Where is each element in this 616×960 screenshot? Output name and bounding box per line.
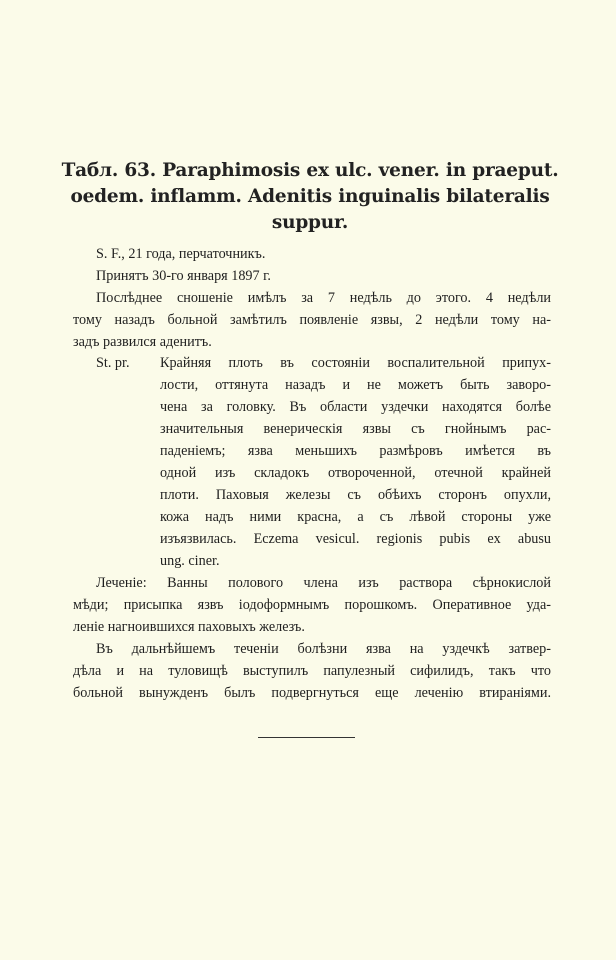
anamnesis-line: задъ развился аденитъ. [73, 334, 212, 350]
course-line: Въ дальнѣйшемъ теченіи болѣзни язва на уздечкѣ затвер- [96, 641, 551, 657]
course-line: больной вынужденъ былъ подвергнуться еще леченію втираніями. [73, 685, 551, 701]
title-line-1: Табл. 63. Paraphimosis ex ulc. vener. in praeput. [61, 160, 559, 181]
treatment-line: Леченіе: Ванны полового члена изъ раствора сѣрнокислой [96, 575, 551, 591]
patient-info: S. F., 21 года, перчаточникъ. [96, 246, 266, 262]
title-line-2: oedem. inflamm. Adenitis inguinalis bilateralis [70, 186, 550, 207]
course-line: дѣла и на туловищѣ выступилъ папулезный сифилидъ, такъ что [73, 663, 551, 679]
closing-divider [258, 737, 355, 738]
treatment-line: мѣди; присыпка язвъ іодоформнымъ порошкомъ. Оперативное уда- [73, 597, 551, 613]
status-line: Крайняя плоть въ состояніи воспалительной припух- [160, 355, 551, 371]
status-line: одной изъ складокъ отвороченной, отечной крайней [160, 465, 551, 481]
status-line: плоти. Паховыя железы съ обѣихъ сторонъ опухли, [160, 487, 551, 503]
title-line-3: suppur. [271, 212, 349, 233]
treatment-line: леніе нагноившихся паховыхъ железъ. [73, 619, 305, 635]
anamnesis-line: Послѣднее сношеніе имѣлъ за 7 недѣль до этого. 4 недѣли [96, 290, 551, 306]
status-label: St. pr. [96, 355, 130, 371]
table-title [60, 158, 560, 236]
status-line: кожа надъ ними красна, а съ лѣвой стороны уже [160, 509, 551, 525]
status-line: чена за головку. Въ области уздечки находятся болѣе [160, 399, 551, 415]
admission-date: Принятъ 30-го января 1897 г. [96, 268, 271, 284]
status-line: изъязвилась. Eczema vesicul. regionis pubis ex abusu [160, 531, 551, 547]
status-line: паденіемъ; язва меньшихъ размѣровъ имѣется въ [160, 443, 551, 459]
status-line: значительныя венерическія язвы съ гнойнымъ рас- [160, 421, 551, 437]
status-line: лости, оттянута назадъ и не можетъ быть заворо- [160, 377, 551, 393]
status-line: ung. ciner. [160, 553, 220, 569]
anamnesis-line: тому назадъ больной замѣтилъ появленіе язвы, 2 недѣли тому на- [73, 312, 551, 328]
